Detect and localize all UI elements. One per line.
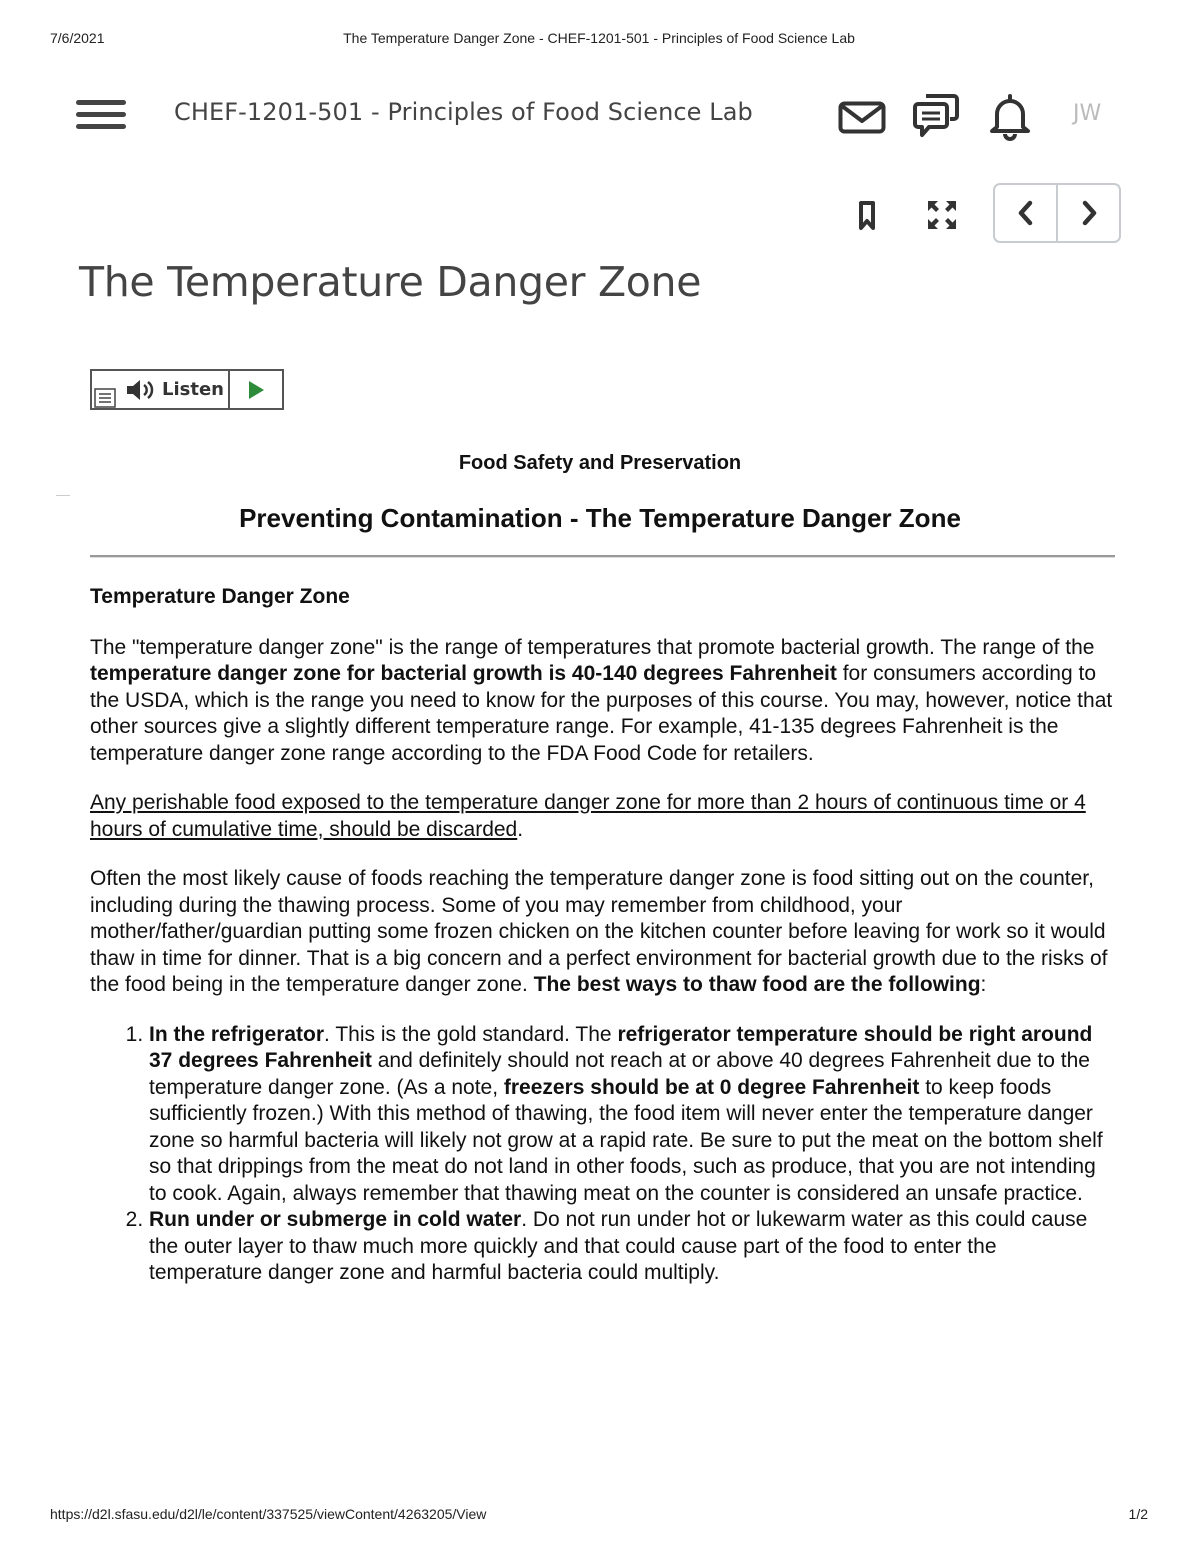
horizontal-rule xyxy=(90,555,1115,558)
next-topic-button[interactable] xyxy=(1056,185,1119,241)
thawing-methods-list xyxy=(90,1022,1115,1287)
article-subheading: Food Safety and Preservation xyxy=(458,452,742,474)
article-body xyxy=(90,584,1115,1287)
content-toolbar xyxy=(0,183,1200,247)
chevron-left-icon xyxy=(1017,200,1035,226)
fullscreen-icon[interactable] xyxy=(926,199,958,231)
text: Often the most likely cause of foods reaching the temperature danger zone is food sitting out on the counter, including during the thawing process. Some of you may remember from childhood, your mother/father/guardian putting some frozen chicken on the kitchen counter before leaving for work so it would thaw in time for dinner. That is a big concern and a perfect environment for bacterial growth due to the risks of the food being in the temperature danger zone. xyxy=(90,867,1108,996)
underlined-text: Any perishable food exposed to the temperature danger zone for more than 2 hours of continuous time or 4 hours of cumulative time, should be discarded xyxy=(90,791,1086,841)
bold-text: In the refrigerator xyxy=(149,1022,325,1046)
divider-mark xyxy=(56,495,70,496)
document-menu-icon[interactable] xyxy=(94,388,116,408)
print-header xyxy=(50,30,1148,48)
section-title: Temperature Danger Zone xyxy=(90,585,350,608)
bold-text: The best ways to thaw food are the following xyxy=(533,973,981,996)
list-item xyxy=(149,1022,1115,1208)
paragraph-discard-rule xyxy=(90,790,1115,843)
speaker-icon xyxy=(125,379,157,401)
text: and definitely should not reach at or above 40 degrees Fahrenheit due to the temperature danger zone. (As a note, xyxy=(149,1049,1090,1099)
play-icon xyxy=(247,380,265,400)
mail-icon[interactable] xyxy=(838,100,886,136)
chat-icon[interactable] xyxy=(912,92,960,140)
bell-icon[interactable] xyxy=(987,91,1033,141)
text: : xyxy=(980,973,987,996)
topic-navigation xyxy=(993,183,1121,243)
user-avatar[interactable]: JW xyxy=(1073,101,1102,126)
course-title[interactable]: CHEF-1201-501 - Principles of Food Science Lab xyxy=(174,98,753,126)
listen-button[interactable] xyxy=(92,371,230,408)
text: . This is the gold standard. The xyxy=(324,1022,618,1046)
bold-text: freezers should be at 0 degree Fahrenheit xyxy=(503,1075,920,1099)
text: . Do not run under hot or lukewarm water as this could cause the outer layer to thaw much more quickly and that could cause part of the food to enter the temperature danger zone and harmful bacteria could multiply. xyxy=(149,1208,1088,1284)
text: The "temperature danger zone" is the range of temperatures that promote bacterial growth. The range of the xyxy=(90,635,1095,659)
menu-icon[interactable] xyxy=(76,100,126,138)
listen-widget[interactable] xyxy=(90,369,284,410)
previous-topic-button[interactable] xyxy=(995,185,1056,241)
list-item xyxy=(149,1207,1115,1287)
bookmark-icon[interactable] xyxy=(858,201,876,231)
page-title: The Temperature Danger Zone xyxy=(79,258,702,306)
paragraph-danger-zone-range xyxy=(90,635,1115,768)
print-title: The Temperature Danger Zone - CHEF-1201-501 - Principles of Food Science Lab xyxy=(343,30,855,46)
print-date: 7/6/2021 xyxy=(50,30,105,46)
bold-text: Run under or submerge in cold water xyxy=(149,1208,522,1231)
listen-label: Listen xyxy=(162,379,224,400)
article-heading: Preventing Contamination - The Temperature Danger Zone xyxy=(239,503,961,533)
print-url: https://d2l.sfasu.edu/d2l/le/content/337525/viewContent/4263205/View xyxy=(50,1506,487,1522)
text: to keep foods sufficiently frozen.) With this method of thawing, the food item will never enter the temperature danger zone so harmful bacteria will likely not grow at a rapid rate. Be sure to put the meat on the bottom shelf so that drippings from the meat do not land in other foods, such as produce, that you are not intending to cook. Again, always remember that thawing meat on the counter is considered an unsafe practice. xyxy=(149,1075,1103,1205)
print-page-number: 1/2 xyxy=(1128,1506,1148,1522)
chevron-right-icon xyxy=(1080,200,1098,226)
play-button[interactable] xyxy=(230,371,282,408)
paragraph-thawing xyxy=(90,866,1115,999)
bold-text: temperature danger zone for bacterial growth is 40-140 degrees Fahrenheit xyxy=(90,662,837,685)
bold-text: refrigerator temperature should be right around 37 degrees Fahrenheit xyxy=(149,1022,1093,1072)
text: . xyxy=(517,817,524,841)
top-navbar xyxy=(0,90,1200,150)
print-footer xyxy=(50,1506,1148,1524)
text: for consumers according to the USDA, which is the range you need to know for the purposes of this course. You may, however, notice that other sources give a slightly different temperature range. For example, 41-135 degrees Fahrenheit is the temperature danger zone range according to the FDA Food Code for retailers. xyxy=(90,662,1113,765)
